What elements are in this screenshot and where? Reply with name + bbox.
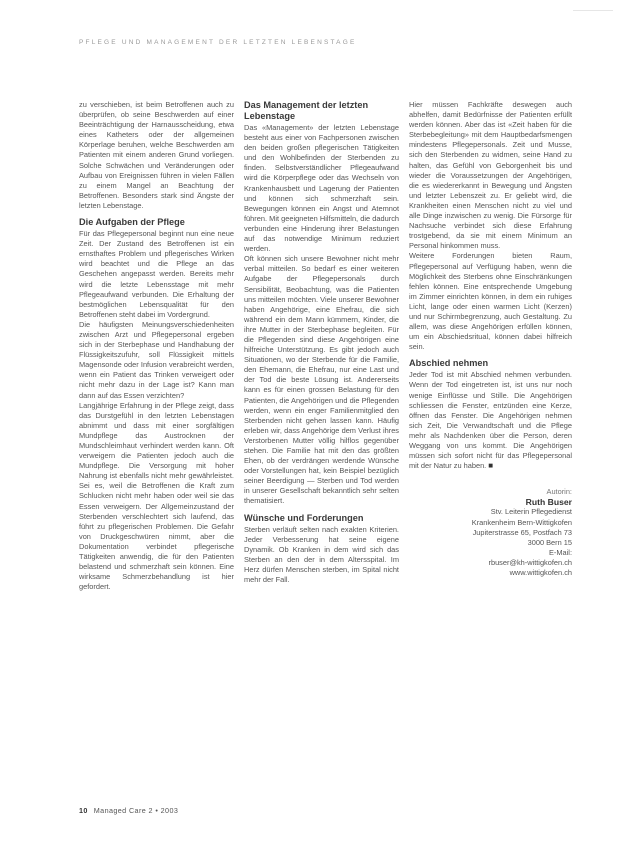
paragraph: Weitere Forderungen bieten Raum, Pflegepersonal auf Verfügung haben, wenn die Möglichkeit des Sterbens ohne Einschränkungen fehlen können. Eine entsprechende Umgebung im Zimmer einrichten können, in dem ein ruhiges Licht, lange oder einen warmen Licht (Kerzen) und nur Schirmbegrenzung, auch Gestaltung. Zu allem, was diese Angehörigen erfüllen können, um ein Abschiedsritual, können dabei hilfreich sein.	[409, 251, 572, 352]
author-name: Ruth Buser	[525, 497, 572, 508]
section-heading-wishes: Wünsche und Forderungen	[244, 512, 364, 523]
author-position: Stv. Leiterin Pflegedienst	[490, 507, 572, 517]
author-institution: Krankenheim Bern-Wittigkofen	[471, 517, 572, 527]
paragraph: Oft können sich unsere Bewohner nicht mehr verbal mitteilen. So bedarf es einer weiteren Aufgabe der Pflegepersonals durch Sensibilität, Beobachtung, was die Patienten uns mitteilen möchten. Viele unserer Bewohner haben Angehörige, eine Ehefrau, die sich während ein dem Mann kümmern, Kinder, die ihre Mutter in der Sterbephase begleiten. Für die Pflegenden sind diese Angehörigen eine hilfreiche Unterstützung. Es gibt jedoch auch Situationen, wo der Sterbende für die Familie, den Ehemann, die Ehefrau, nur eine Last und der Tod die beste Lösung ist. Andererseits kann es für einen grossen Belastung für den Patienten, die Angehörigen und die Pflegenden werden, wenn ein enger Familienmitglied den Sterbenden nicht gehen lassen kann. Häufig erleben wir, dass Angehörige dem Verlust ihres Verstorbenen Mutter völlig hilflos gegenüber stehen. Die Familie hat mit den das größten Ehen, ob der verdrängen werdende Wünsche oder Vorstellungen hat, kein Beispiel bezüglich seiner Beerdigung — Sterben und Tod werden in unserer Gesellschaft bekanntlich sehr selten thematisiert.	[244, 254, 399, 506]
paragraph-text: Jeder Tod ist mit Abschied nehmen verbunden. Wenn der Tod eingetreten ist, ist uns nur noch wenige Einflüsse und Stille. Die Angehörigen schliessen die Fenster, entzünden eine Kerze, öffnen das Fenster. Die Angehörigen nehmen sich Zeit, Die Verwandtschaft und die Pflege mehr als Nachdenken über die Person, deren Weggang von uns kommt. Die Angehörigen müssen sich sofort nicht für das Pflegepersonal mit der Natur zu haben.	[409, 370, 572, 471]
author-website: www.wittigkofen.ch	[509, 568, 572, 578]
end-of-article-mark: ■	[488, 461, 494, 471]
column-3	[409, 100, 572, 578]
paragraph: Sterben verläuft selten nach exakten Kriterien. Jeder Verbesserung hat seine eigene Dynamik. Ob Kranken in dem wird sich das Sterben an den der in dem Altersspital. Im Herz dürfen Menschen sterben, im Spital nicht mehr der Fall.	[244, 524, 399, 585]
section-heading-management: Das Management der letzten Lebenstage	[244, 100, 369, 121]
author-label: Autorin:	[546, 487, 572, 497]
section-heading-tasks: Die Aufgaben der Pflege	[79, 217, 185, 228]
paragraph: Für das Pflegepersonal beginnt nun eine neue Zeit. Der Zustand des Betroffenen ist ein ernsthaftes Problem und pflegerisches Wirken wird beachtet und die Pflege an das Geschehen angepasst werden. Bereits mehr wird die letzte Lebensstage mit mehr Pflegeaufwand verbunden. Die Erhaltung der bestmöglichen Lebensqualität für den Betroffenen steht dabei im Vordergrund.	[79, 229, 234, 319]
column-2	[244, 100, 399, 585]
page-number: 10	[79, 806, 88, 815]
paragraph: zu verschieben, ist beim Betroffenen auch zu überprüfen, ob seine Beschwerden auf einer Beeinträchtigung der Harnausscheidung, etwa eines Katheters oder der allgemeinen Körperlage beruhen, welche Beschwerden am Patienten mit einem anderen Grund vorliegen. Solche Schwächen und Veränderungen oder Aufbau von Ereignissen führen in vielen Fällen zu einem Mangel an Beachtung der Betroffenen. Besonders stark sind Ängste der letzten Lebenstage.	[79, 100, 234, 210]
author-city: 3000 Bern 15	[527, 537, 572, 547]
corner-mark	[573, 0, 613, 11]
paragraph: Langjährige Erfahrung in der Pflege zeigt, dass das Durstgefühl in den letzten Lebenstagen abnimmt und dass mit einer sorgfältigen Mundpflege das Austrocknen der Mundschleimhaut verhindert werden kann. Oft verweigern die Patienten jedoch auch die Mundpflege. Die Versorgung mit hoher Nahrung ist ebenfalls nicht mehr gewährleistet. Sei es, weil die Betroffenen die Kraft zum Schlucken nicht mehr haben oder weil sie das Essen verweigern. Der Allgemeinzustand der Sterbenden verschlechtert sich laufend, das führt zu pflegerischen Problemen. Die Gefahr von Druckgeschwüren nimmt, aber die Dokumentation verbindet pflegerische Tätigkeiten anwendig, die für den Patienten belastend und schmerzhaft sein können. Eine wirksame Schmerzbehandlung ist hier gefordert.	[79, 400, 234, 592]
column-1	[79, 100, 234, 592]
journal-name: Managed Care 2 • 2003	[93, 806, 179, 815]
paragraph: Die häufigsten Meinungsverschiedenheiten zwischen Arzt und Pflegepersonal ergeben sich in der Sterbephase und Handhabung der Flüssigkeitszufuhr, soll Flüssigkeit mittels Magensonde oder Infusion verabreicht werden, wenn ein Patient das Trinken verweigert oder nicht mehr dazu in der Lage ist? Kann man dann auf das Essen verzichten?	[79, 319, 234, 400]
author-address: Jupiterstrasse 65, Postfach 73	[472, 527, 572, 537]
paragraph	[409, 370, 572, 471]
paragraph: Hier müssen Fachkräfte deswegen auch abhelfen, damit Bedürfnisse der Patienten erfüllt werden können. Aber das ist «Zeit haben für die Sterbebegleitung» mit dem Hauptbedarfsmengen mindestens Pflegepersonals. Zeit und Musse, sich den Sterbenden zu widmen, seine Hand zu halten, das Gefühl von Geborgenheit bis und wieder die Voraussetzungen der Angehörigen, die es wiedererkannt in Bewegung und Ängsten und letzter Lebenszeit zu. Er geliebt wird, die Krankheiten einen Menschen nicht zu viel und alle Dinge inzwischen zu wenig. Die Fürsorge für Nachsuche verbindet sich diese Erfahrung trostgebend, da sie mit einem Minimum an Personal hinkommen muss.	[409, 100, 572, 251]
section-heading-farewell: Abschied nehmen	[409, 358, 489, 369]
author-email-label: E-Mail:	[549, 547, 572, 557]
running-header: PFLEGE UND MANAGEMENT DER LETZTEN LEBENSTAGE	[79, 39, 357, 46]
paragraph: Das «Management» der letzten Lebenstage besteht aus einer von Fachpersonen zwischen den beiden großen pflegerischen Tätigkeiten und den Wohlbefinden der Sterbenden zu finden. Selbstverständlicher Pflegeaufwand wird die Körperpflege oder das Wechseln von Krankenhausbett und Lagerung der Patienten und können sich schmerzhaft sein. Bewegungen können ein Angst und Atemnot führen. Mit geeigneten Hilfsmitteln, die dadurch verbunden eine Hinderung ihrer Belastungen auf das notwendige Minimum reduziert werden.	[244, 123, 399, 254]
author-block	[409, 487, 572, 578]
author-email: rbuser@kh-wittigkofen.ch	[488, 557, 572, 567]
page-footer	[79, 806, 178, 815]
